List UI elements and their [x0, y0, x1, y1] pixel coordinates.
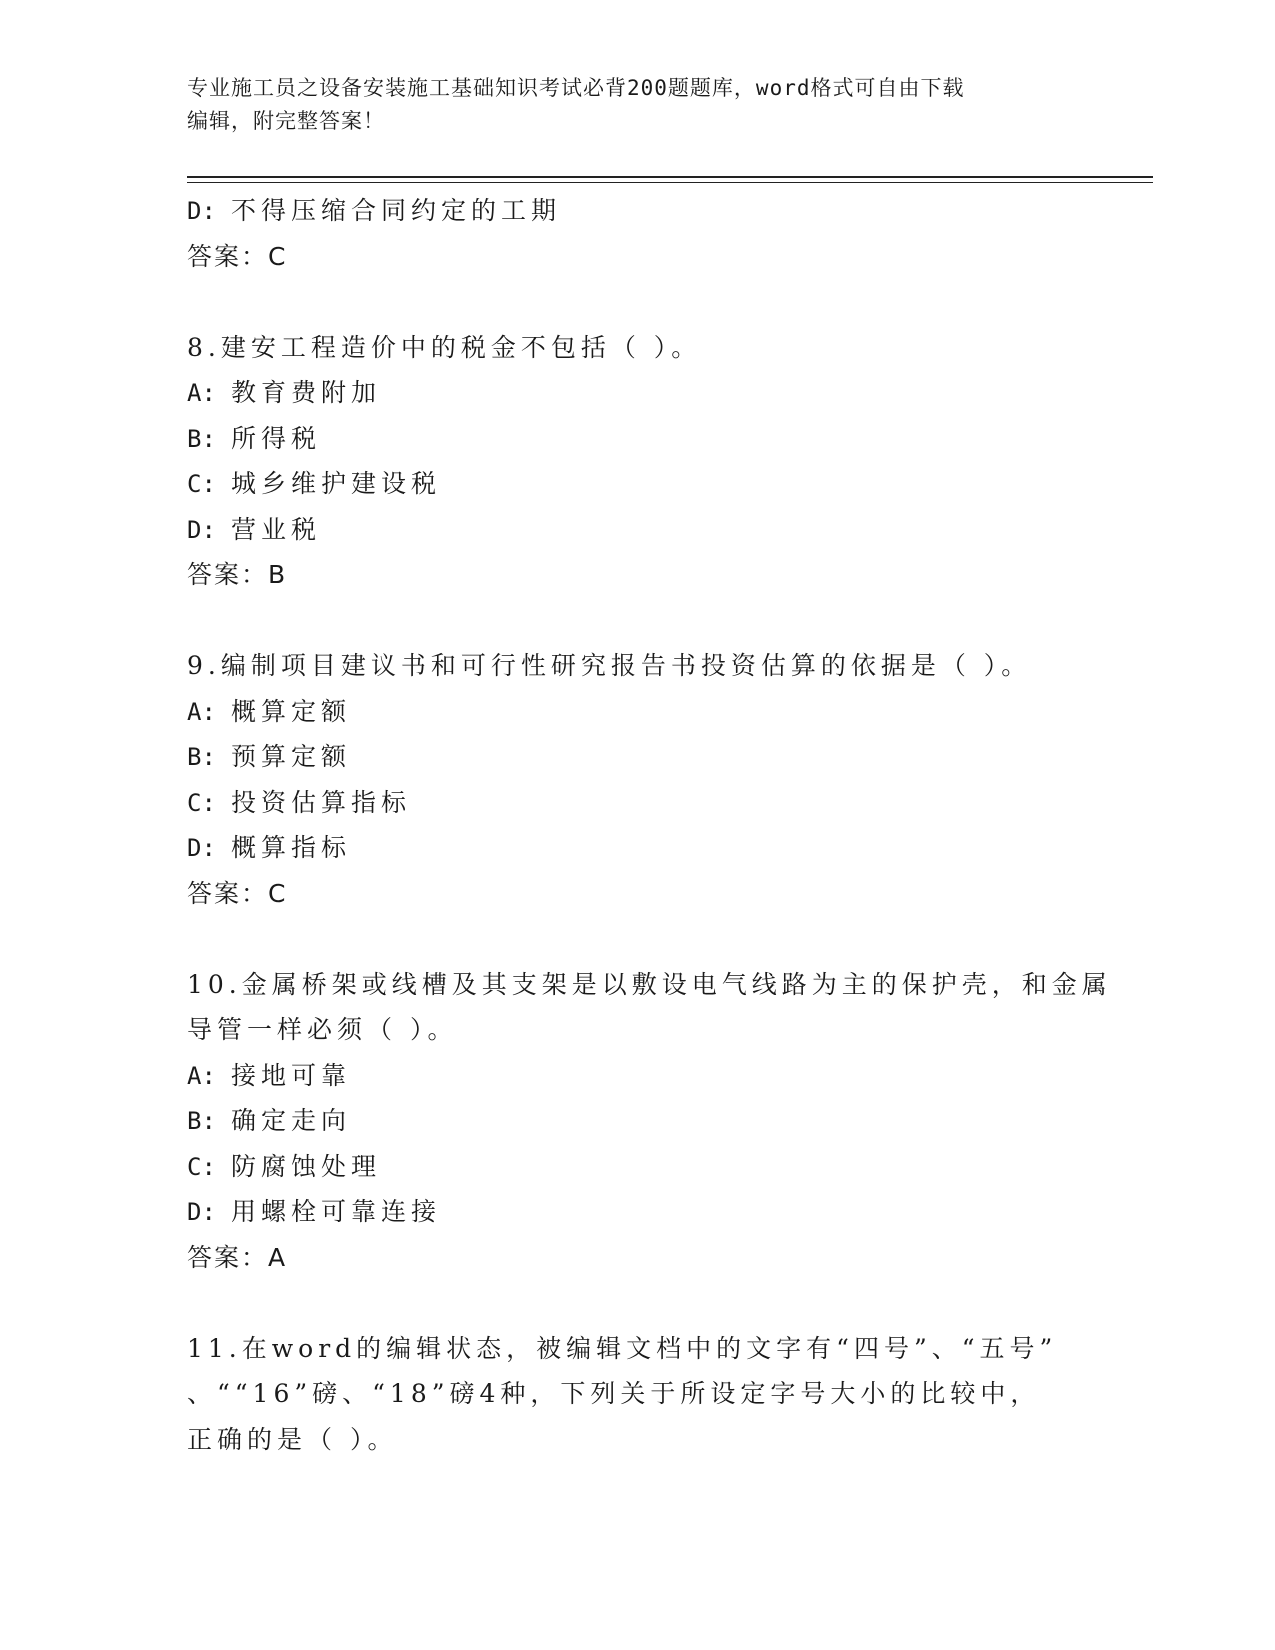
option-text: 概算指标	[231, 833, 352, 862]
option-text: 城乡维护建设税	[231, 469, 442, 498]
question-8	[187, 325, 1087, 598]
option-b	[187, 416, 1087, 462]
option-c	[187, 1144, 1087, 1190]
option-a	[187, 689, 1087, 735]
option-letter: D:	[187, 515, 216, 544]
question-stem-line-1: 11.在word的编辑状态，被编辑文档中的文字有“四号”、“五号”	[187, 1333, 1058, 1363]
option-letter: D:	[187, 197, 216, 225]
document-header	[187, 72, 1067, 138]
option-a	[187, 1053, 1087, 1099]
option-c	[187, 461, 1087, 507]
option-text: 教育费附加	[231, 378, 382, 407]
option-letter: C:	[187, 788, 216, 817]
question-7-fragment	[187, 188, 1087, 279]
option-text: 确定走向	[231, 1106, 352, 1135]
question-content	[187, 188, 1112, 1462]
option-letter: A:	[187, 379, 216, 407]
option-text: 接地可靠	[231, 1060, 352, 1090]
header-line-2: 编辑，附完整答案！	[187, 109, 385, 133]
question-9	[187, 643, 1087, 916]
option-letter: D:	[187, 1198, 216, 1226]
option-text: 预算定额	[231, 742, 352, 771]
option-letter: D:	[187, 834, 216, 862]
option-b	[187, 1098, 1087, 1144]
option-c	[187, 780, 1087, 826]
spacer	[187, 279, 1087, 325]
option-text: 不得压缩合同约定的工期	[231, 196, 562, 225]
option-text: 概算定额	[231, 696, 352, 726]
option-letter: B:	[187, 1107, 216, 1135]
option-letter: C:	[187, 470, 216, 498]
spacer	[187, 1280, 1087, 1326]
option-b	[187, 734, 1087, 780]
option-text: 用螺栓可靠连接	[231, 1197, 442, 1226]
question-11	[187, 1326, 1087, 1463]
answer-line: 答案：A	[187, 1242, 288, 1272]
question-stem-line-3: 正确的是（ ）。	[187, 1424, 398, 1454]
option-d	[187, 825, 1087, 871]
header-line-1: 专业施工员之设备安装施工基础知识考试必背200题题库，word格式可自由下载	[187, 76, 965, 100]
question-stem-line-2: 导管一样必须（ ）。	[187, 1015, 458, 1044]
option-letter: A:	[187, 1061, 216, 1090]
question-stem: 8.建安工程造价中的税金不包括（ ）。	[187, 332, 702, 362]
spacer	[187, 916, 1087, 962]
option-d	[187, 507, 1087, 553]
option-letter: B:	[187, 743, 216, 771]
spacer	[187, 598, 1087, 644]
header-rule-thick	[187, 176, 1153, 178]
question-stem: 9.编制项目建议书和可行性研究报告书投资估算的依据是（ ）。	[187, 651, 1032, 680]
option-text: 所得税	[231, 423, 322, 453]
header-rule-thin	[187, 182, 1153, 183]
option-d	[187, 188, 1087, 234]
option-d	[187, 1189, 1087, 1235]
question-10	[187, 962, 1112, 1281]
answer-line: 答案：B	[187, 560, 288, 589]
option-letter: C:	[187, 1152, 216, 1181]
option-text: 防腐蚀处理	[231, 1151, 382, 1181]
answer-line: 答案：C	[187, 878, 288, 908]
option-a	[187, 370, 1087, 416]
question-stem-line-2: 、““16”磅、“18”磅4种，下列关于所设定字号大小的比较中，	[187, 1379, 1041, 1408]
option-text: 投资估算指标	[231, 787, 412, 817]
option-text: 营业税	[231, 514, 322, 544]
option-letter: A:	[187, 697, 216, 726]
question-stem-line-1: 10.金属桥架或线槽及其支架是以敷设电气线路为主的保护壳，和金属	[187, 969, 1112, 999]
option-letter: B:	[187, 424, 216, 453]
answer-line: 答案：C	[187, 241, 288, 271]
